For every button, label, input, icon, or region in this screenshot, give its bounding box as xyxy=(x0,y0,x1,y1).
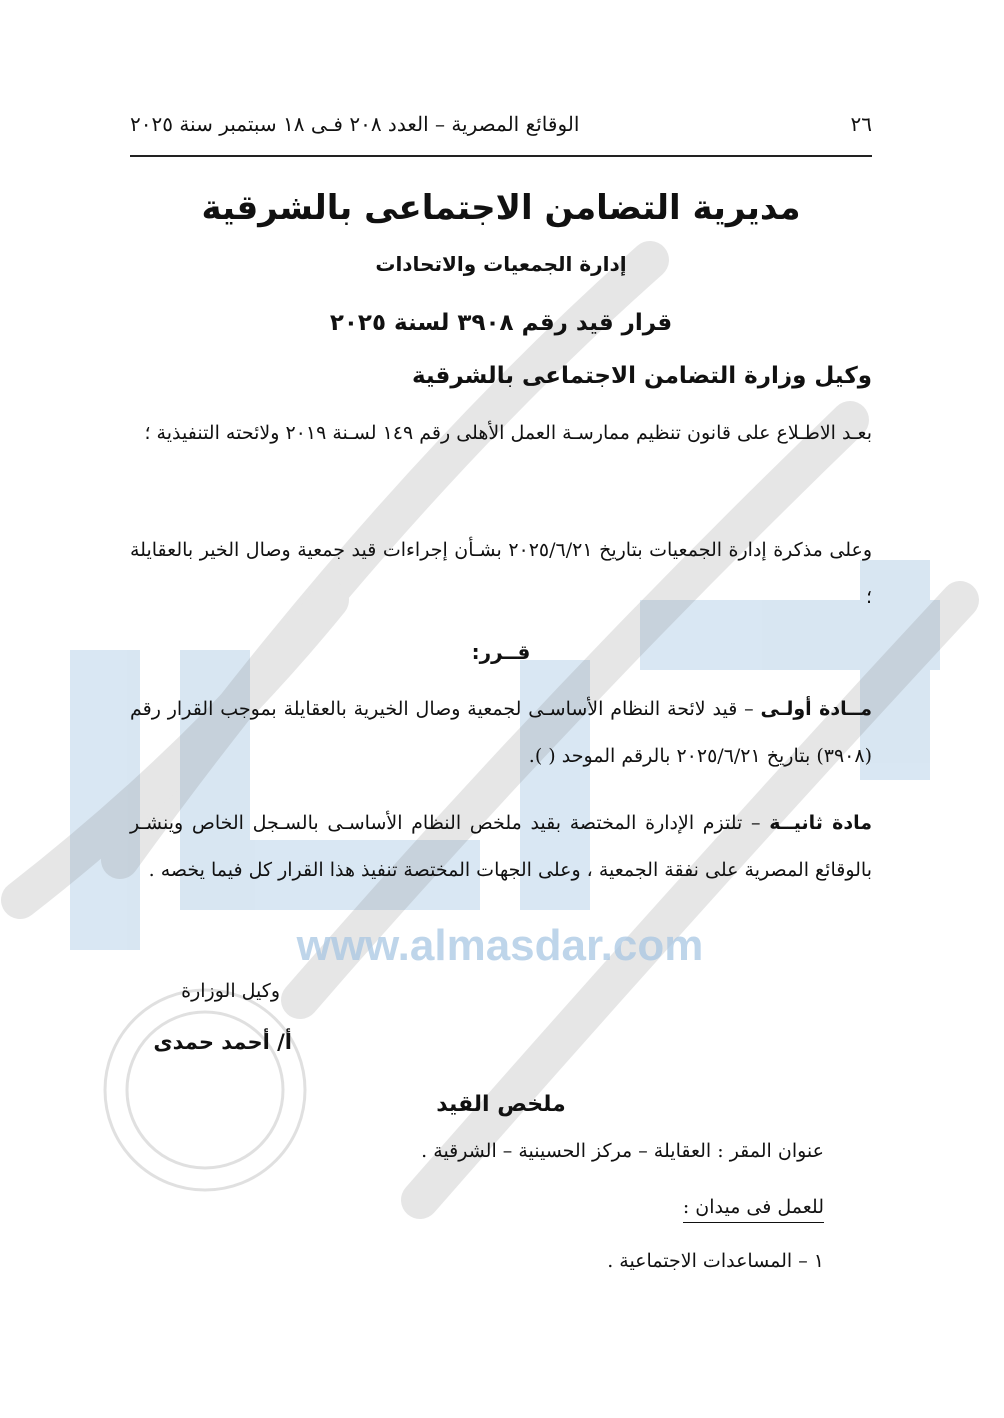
summary-item-1: ١ – المساعدات الاجتماعية . xyxy=(607,1250,824,1272)
summary-address: عنوان المقر : العقايلة – مركز الحسينية – الشرقية . xyxy=(421,1140,824,1162)
signature-name: أ/ أحمد حمدى xyxy=(153,1030,292,1054)
article-1-text: – قيد لائحة النظام الأساسـى لجمعية وصال الخيرية بالعقايلة بموجب القرار رقم (٣٩٠٨) بتاريخ ٢٠٢٥/٦/٢١ بالرقم الموحد ( ). xyxy=(130,698,872,767)
signature-title: وكيل الوزارة xyxy=(181,980,280,1002)
summary-heading: ملخص القيد xyxy=(436,1092,566,1117)
issuer-title: وكيل وزارة التضامن الاجتماعى بالشرقية xyxy=(411,363,872,389)
department-title: إدارة الجمعيات والاتحادات xyxy=(375,252,627,276)
directorate-title: مديرية التضامن الاجتماعى بالشرقية xyxy=(201,188,801,228)
article-1-label: مــادة أولـى xyxy=(760,698,872,720)
decided-heading: قــرر: xyxy=(471,640,531,664)
watermark-url: www.almasdar.com xyxy=(296,921,704,970)
article-2 xyxy=(130,800,872,894)
article-2-label: مادة ثانيــة xyxy=(769,812,873,834)
page-number: ٢٦ xyxy=(850,112,872,136)
issue-line: الوقائع المصرية – العدد ٢٠٨ فـى ١٨ سبتمبر سنة ٢٠٢٥ xyxy=(130,112,580,136)
header-rule xyxy=(130,155,872,157)
article-1 xyxy=(130,686,872,780)
preamble-memo: وعلى مذكرة إدارة الجمعيات بتاريخ ٢٠٢٥/٦/٢١ بشـأن إجراءات قيد جمعية وصال الخير بالعقايلة ؛ xyxy=(130,539,872,608)
preamble-law: بعـد الاطـلاع على قانون تنظيم ممارسـة العمل الأهلى رقم ١٤٩ لسـنة ٢٠١٩ ولائحته التنفيذية ؛ xyxy=(144,422,872,444)
decision-title: قرار قيد رقم ٣٩٠٨ لسنة ٢٠٢٥ xyxy=(329,310,673,336)
page-header xyxy=(130,112,872,136)
summary-field-label: للعمل فى ميدان : xyxy=(683,1196,824,1223)
watermark-seal-ring xyxy=(105,990,305,1190)
article-2-text: – تلتزم الإدارة المختصة بقيد ملخص النظام الأساسـى بالسـجل الخاص وينشـر بالوقائع المصرية على نفقة الجمعية ، وعلى الجهات المختصة تنفيذ هذا القرار كل فيما يخصه . xyxy=(130,812,872,881)
